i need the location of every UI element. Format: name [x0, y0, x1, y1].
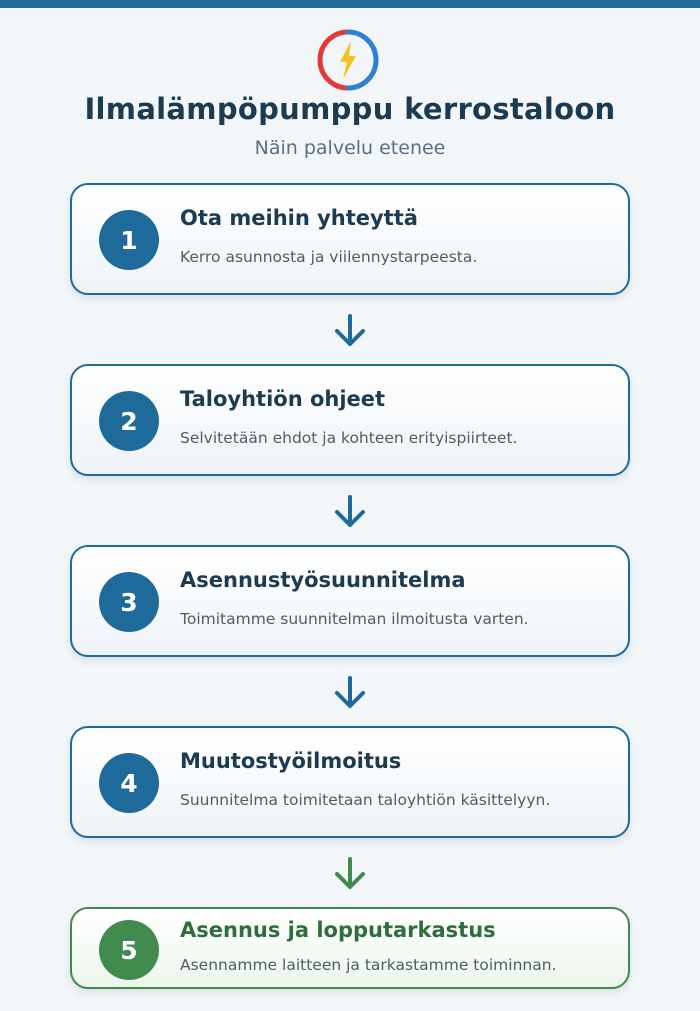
- step-description: Suunnitelma toimitetaan taloyhtiön käsittelyyn.: [180, 791, 551, 809]
- top-accent-bar: [0, 0, 700, 8]
- step-description: Asennamme laitteen ja tarkastamme toiminnan.: [180, 956, 557, 974]
- step-description: Selvitetään ehdot ja kohteen erityispiirteet.: [180, 429, 518, 447]
- step-card: [70, 183, 630, 295]
- step-description: Toimitamme suunnitelman ilmoitusta varten.: [180, 610, 529, 628]
- step-number-badge: 2: [99, 391, 159, 451]
- arrow-down-icon: [332, 313, 368, 349]
- step-title: Muutostyöilmoitus: [180, 749, 402, 773]
- heat-pump-bolt-icon: [315, 27, 381, 93]
- step-card-final: [70, 907, 630, 989]
- step-card: [70, 364, 630, 476]
- step-description: Kerro asunnosta ja viilennystarpeesta.: [180, 248, 478, 266]
- step-title: Asennustyösuunnitelma: [180, 568, 466, 592]
- step-card: [70, 726, 630, 838]
- arrow-down-icon: [332, 675, 368, 711]
- page-title: Ilmalämpöpumppu kerrostaloon: [84, 92, 616, 126]
- step-number-badge: 5: [99, 920, 159, 980]
- step-title: Ota meihin yhteyttä: [180, 206, 418, 230]
- step-number-badge: 1: [99, 210, 159, 270]
- step-card: [70, 545, 630, 657]
- step-title: Taloyhtiön ohjeet: [180, 387, 386, 411]
- arrow-down-icon: [332, 494, 368, 530]
- step-title: Asennus ja lopputarkastus: [180, 918, 496, 942]
- step-number-badge: 3: [99, 572, 159, 632]
- page-subtitle: Näin palvelu etenee: [254, 137, 446, 159]
- step-number-badge: 4: [99, 753, 159, 813]
- arrow-down-icon: [332, 856, 368, 892]
